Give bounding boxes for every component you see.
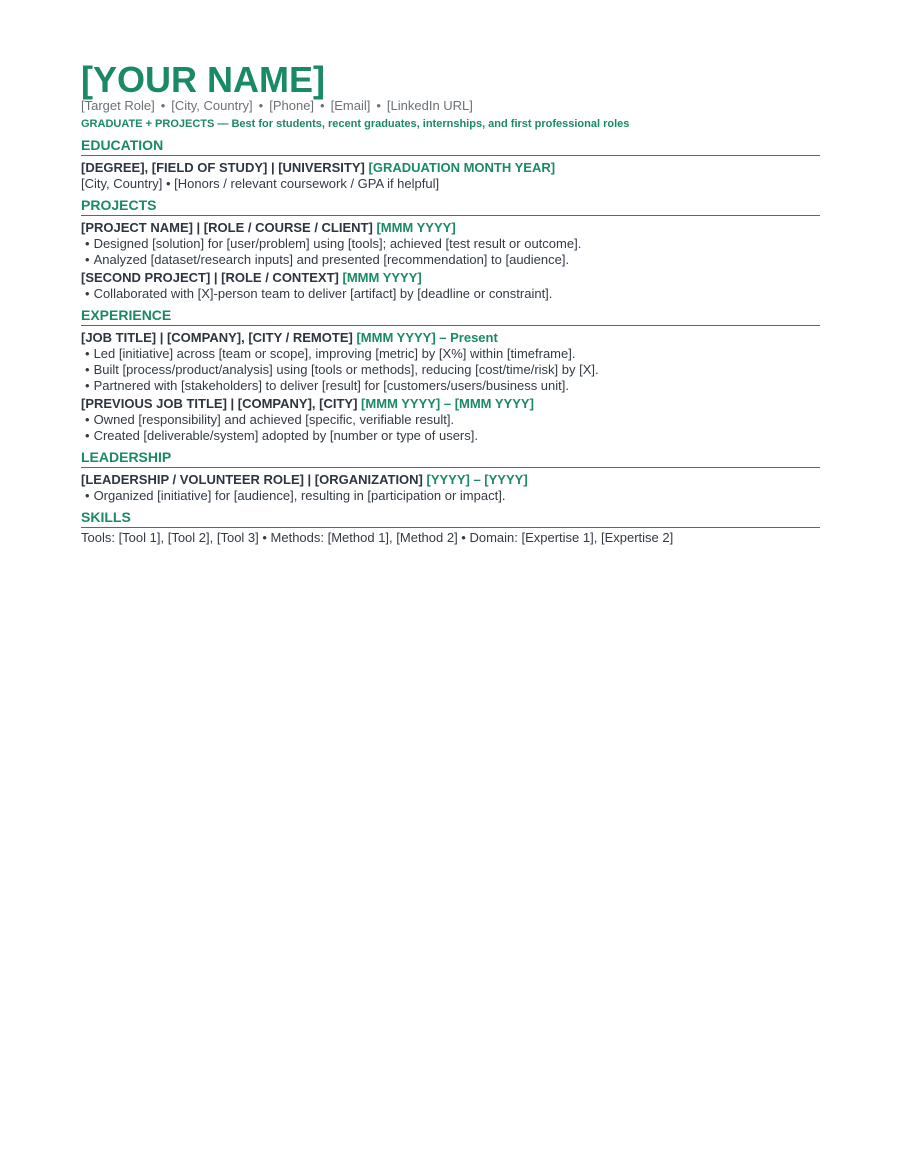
- education-entry-heading: [81, 160, 820, 176]
- contact-phone: [Phone]: [269, 98, 315, 113]
- education-heading: EDUCATION: [81, 137, 820, 156]
- entry-date: [MMM YYYY] – Present: [356, 330, 498, 345]
- entry-title: [PREVIOUS JOB TITLE] | [COMPANY], [CITY]: [81, 396, 358, 411]
- entry-title: [DEGREE], [FIELD OF STUDY] | [UNIVERSITY]: [81, 160, 365, 175]
- leadership-entry-heading: [81, 472, 820, 488]
- resume-header: [81, 60, 820, 131]
- bullet-item: [81, 346, 820, 362]
- experience-entry-heading: [81, 396, 820, 412]
- contact-separator: •: [376, 98, 381, 113]
- bullet-item: [81, 378, 820, 394]
- project-entry-heading: [81, 220, 820, 236]
- bullet-dot: •: [85, 488, 90, 503]
- entry-title: [PROJECT NAME] | [ROLE / COURSE / CLIENT]: [81, 220, 373, 235]
- entry-title: [SECOND PROJECT] | [ROLE / CONTEXT]: [81, 270, 339, 285]
- entry-title: [JOB TITLE] | [COMPANY], [CITY / REMOTE]: [81, 330, 353, 345]
- bullet-text: Analyzed [dataset/research inputs] and presented [recommendation] to [audience].: [93, 252, 570, 267]
- bullet-item: [81, 252, 820, 268]
- contact-location: [City, Country]: [171, 98, 253, 113]
- entry-date: [MMM YYYY]: [342, 270, 422, 285]
- contact-linkedin: [LinkedIn URL]: [386, 98, 473, 113]
- education-entry-detail: [City, Country] • [Honors / relevant coursework / GPA if helpful]: [81, 176, 440, 191]
- bullet-item: [81, 286, 820, 302]
- contact-line: [81, 98, 820, 114]
- projects-heading: PROJECTS: [81, 197, 820, 216]
- bullet-text: Collaborated with [X]-person team to deliver [artifact] by [deadline or constraint].: [93, 286, 553, 301]
- contact-target-role: [Target Role]: [81, 98, 155, 113]
- contact-separator: •: [258, 98, 264, 113]
- education-section: [81, 137, 820, 192]
- leadership-section: [81, 449, 820, 504]
- project-entry-heading: [81, 270, 820, 286]
- bullet-text: Owned [responsibility] and achieved [specific, verifiable result].: [93, 412, 455, 427]
- entry-date: [MMM YYYY]: [376, 220, 456, 235]
- bullet-text: Created [deliverable/system] adopted by [number or type of users].: [93, 428, 478, 443]
- entry-date: [MMM YYYY] – [MMM YYYY]: [361, 396, 534, 411]
- bullet-dot: •: [85, 362, 90, 377]
- bullet-dot: •: [85, 378, 90, 393]
- entry-date: [YYYY] – [YYYY]: [426, 472, 528, 487]
- skills-line: Tools: [Tool 1], [Tool 2], [Tool 3] • Methods: [Method 1], [Method 2] • Domain: [Expertise 1], [Expertise 2]: [81, 530, 674, 545]
- bullet-item: [81, 428, 820, 444]
- bullet-text: Built [process/product/analysis] using [tools or methods], reducing [cost/time/risk] by [X].: [93, 362, 599, 377]
- bullet-dot: •: [85, 286, 90, 301]
- leadership-heading: LEADERSHIP: [81, 449, 820, 468]
- bullet-dot: •: [85, 236, 90, 251]
- bullet-text: Led [initiative] across [team or scope], improving [metric] by [X%] within [timeframe].: [93, 346, 576, 361]
- template-tagline: GRADUATE + PROJECTS — Best for students, recent graduates, internships, and first professional roles: [81, 118, 630, 130]
- bullet-dot: •: [85, 346, 90, 361]
- candidate-name: [YOUR NAME]: [81, 59, 325, 100]
- bullet-dot: •: [85, 428, 90, 443]
- bullet-text: Organized [initiative] for [audience], resulting in [participation or impact].: [93, 488, 506, 503]
- contact-email: [Email]: [330, 98, 371, 113]
- skills-heading: SKILLS: [81, 509, 820, 528]
- experience-section: [81, 307, 820, 444]
- resume-page: [81, 60, 820, 546]
- experience-heading: EXPERIENCE: [81, 307, 820, 326]
- contact-separator: •: [320, 98, 325, 113]
- bullet-item: [81, 236, 820, 252]
- entry-title: [LEADERSHIP / VOLUNTEER ROLE] | [ORGANIZATION]: [81, 472, 423, 487]
- bullet-item: [81, 362, 820, 378]
- projects-section: [81, 197, 820, 302]
- bullet-text: Designed [solution] for [user/problem] using [tools]; achieved [test result or outcome].: [93, 236, 582, 251]
- skills-section: [81, 509, 820, 546]
- contact-separator: •: [160, 98, 166, 113]
- bullet-item: [81, 412, 820, 428]
- bullet-text: Partnered with [stakeholders] to deliver [result] for [customers/users/business unit].: [93, 378, 569, 393]
- bullet-dot: •: [85, 252, 90, 267]
- bullet-item: [81, 488, 820, 504]
- bullet-dot: •: [85, 412, 90, 427]
- entry-date: [GRADUATION MONTH YEAR]: [368, 160, 556, 175]
- experience-entry-heading: [81, 330, 820, 346]
